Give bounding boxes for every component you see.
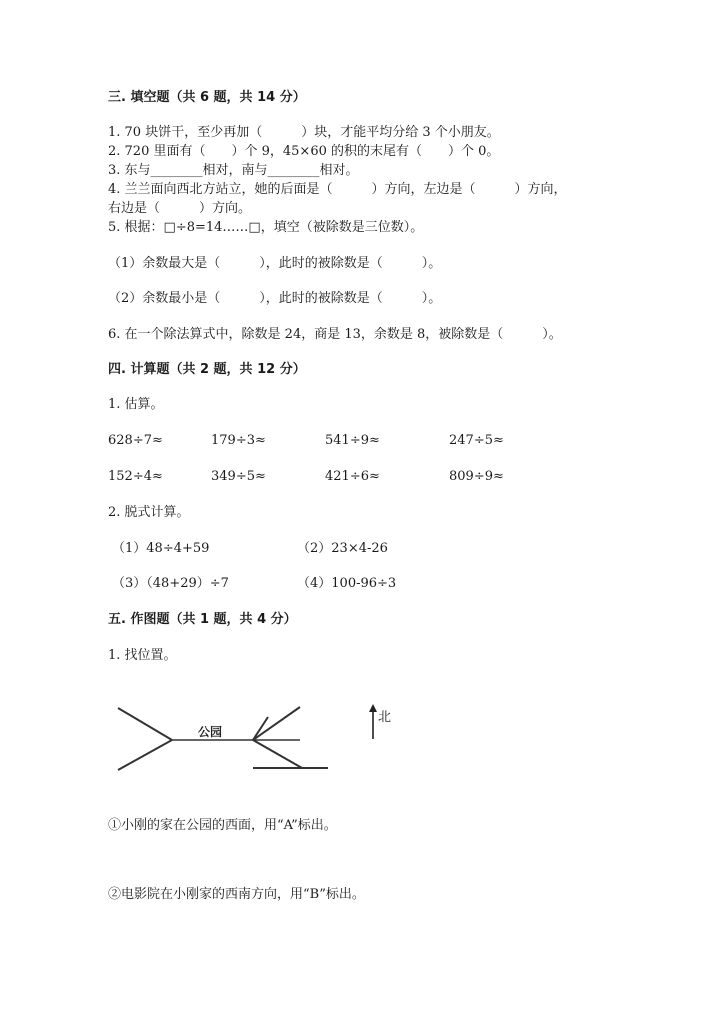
estimate-item: 179÷3≈ <box>211 433 266 448</box>
section-3-title: 三. 填空题（共 6 题，共 14 分） <box>108 90 306 105</box>
question-3-6: 6. 在一个除法算式中，除数是 24，商是 13，余数是 8，被除数是（ ）。 <box>108 327 562 342</box>
map-task-1: ①小刚的家在公园的西面，用“A”标出。 <box>108 818 337 833</box>
estimate-item: 152÷4≈ <box>108 469 163 484</box>
road-line <box>253 740 302 768</box>
road-line <box>118 708 172 740</box>
section-4-title: 四. 计算题（共 2 题，共 12 分） <box>108 362 306 377</box>
calc-item: （1）48÷4+59 <box>112 541 210 556</box>
road-line <box>253 707 300 740</box>
question-3-1: 1. 70 块饼干，至少再加（ ）块，才能平均分给 3 个小朋友。 <box>108 125 500 140</box>
question-3-5-part1: （1）余数最大是（ ），此时的被除数是（ ）。 <box>108 256 442 271</box>
map-figure <box>110 695 410 780</box>
park-label: 公园 <box>198 725 223 739</box>
north-arrow-icon <box>369 704 377 739</box>
calc-item: （3）（48+29）÷7 <box>112 576 229 591</box>
estimate-item: 247÷5≈ <box>449 433 504 448</box>
calc-item: （4）100-96÷3 <box>297 576 397 591</box>
estimate-item: 628÷7≈ <box>108 433 163 448</box>
question-3-4-line2: 右边是（ ）方向。 <box>108 201 252 216</box>
road-line <box>253 717 268 740</box>
question-4-2-label: 2. 脱式计算。 <box>108 505 190 520</box>
estimate-item: 349÷5≈ <box>211 469 266 484</box>
question-3-5-part2: （2）余数最小是（ ），此时的被除数是（ ）。 <box>108 291 442 306</box>
question-5-1-label: 1. 找位置。 <box>108 648 177 663</box>
estimate-item: 421÷6≈ <box>325 469 380 484</box>
question-3-2: 2. 720 里面有（ ）个 9，45×60 的积的末尾有（ ）个 0。 <box>108 144 500 159</box>
section-5-title: 五. 作图题（共 1 题，共 4 分） <box>108 612 297 627</box>
question-3-4-line1: 4. 兰兰面向西北方站立，她的后面是（ ）方向，左边是（ ）方向， <box>108 182 567 197</box>
question-3-5: 5. 根据：□÷8=14……□，填空（被除数是三位数）。 <box>108 220 424 235</box>
road-line <box>118 740 172 770</box>
calc-item: （2）23×4-26 <box>297 541 388 556</box>
estimate-item: 541÷9≈ <box>325 433 380 448</box>
estimate-item: 809÷9≈ <box>449 469 504 484</box>
map-task-2: ②电影院在小刚家的西南方向，用“B”标出。 <box>108 887 365 902</box>
north-label: 北 <box>378 710 392 725</box>
question-3-3: 3. 东与________相对，南与________相对。 <box>108 163 359 178</box>
question-4-1-label: 1. 估算。 <box>108 397 164 412</box>
